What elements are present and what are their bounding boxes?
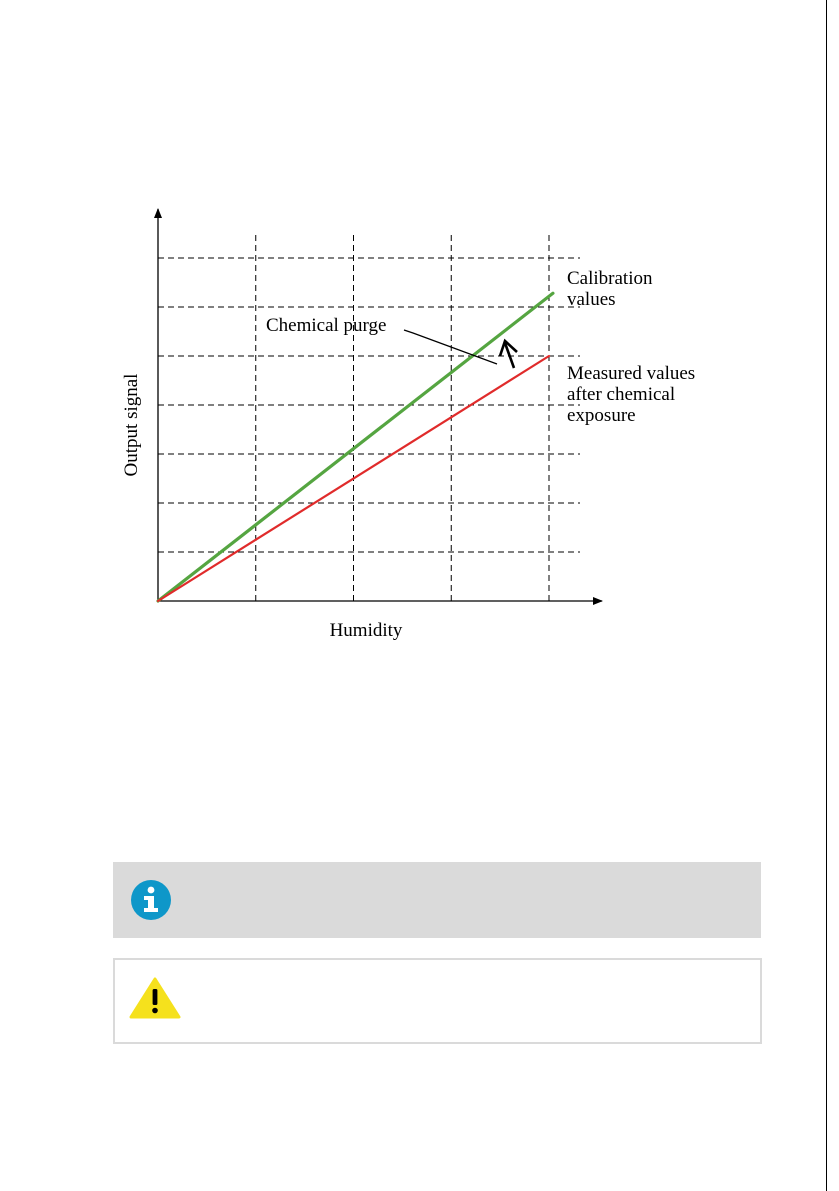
measured-label-line-3: exposure (567, 405, 636, 426)
measured-label-line-2: after chemical (567, 384, 676, 405)
measured-label-line-1: Measured values (567, 363, 696, 384)
info-icon (130, 879, 172, 921)
x-axis-label: Humidity (329, 620, 403, 641)
calibration-label-line-2: values (567, 289, 616, 310)
y-axis-label: Output signal (121, 373, 142, 477)
warning-icon (129, 977, 181, 1019)
chemical-purge-label: Chemical purge (266, 315, 387, 336)
note-box (113, 862, 761, 938)
calibration-label-line-1: Calibration (567, 268, 653, 289)
caution-box (113, 958, 762, 1044)
measured-line (158, 356, 549, 601)
grid-lines (158, 234, 580, 601)
calibration-line (158, 293, 553, 601)
series-lines (158, 293, 553, 601)
